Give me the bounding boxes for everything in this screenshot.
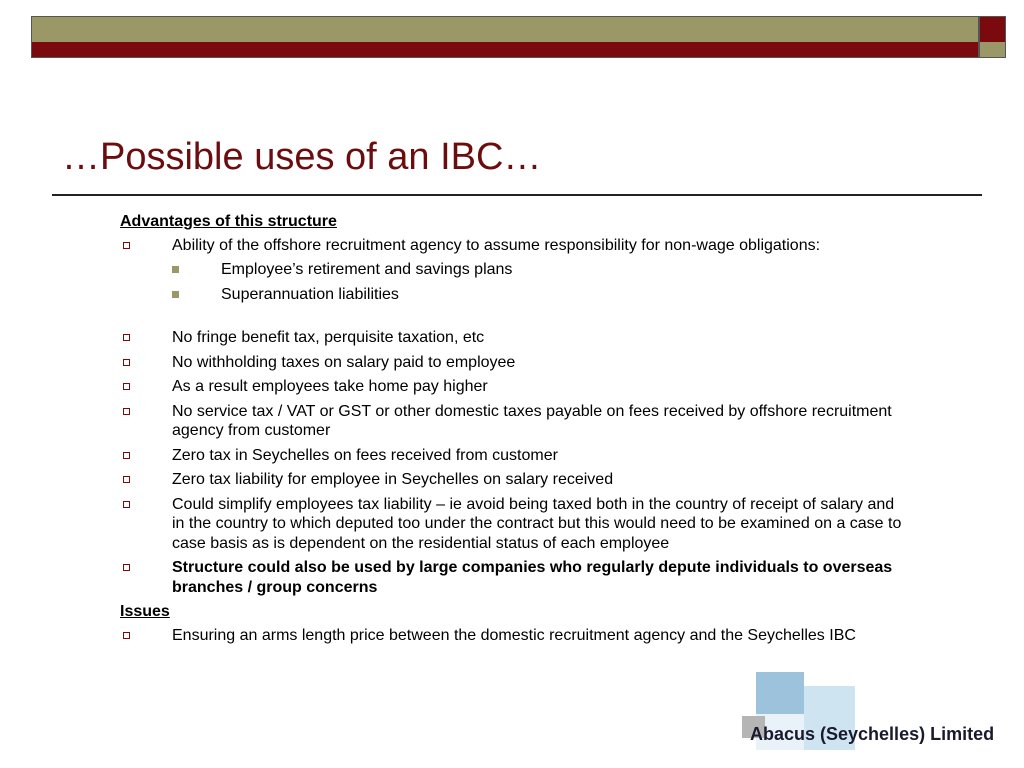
hollow-square-bullet-icon <box>123 452 130 459</box>
hollow-square-bullet-icon <box>123 334 130 341</box>
hollow-square-bullet-icon <box>123 564 130 571</box>
hollow-square-bullet-icon <box>123 242 130 249</box>
title-divider <box>52 194 982 196</box>
list-item <box>120 377 910 397</box>
company-logo-text: Abacus (Seychelles) Limited <box>750 724 995 744</box>
list-item-text: Zero tax in Seychelles on fees received from customer <box>172 446 558 464</box>
slide-title: …Possible uses of an IBC… <box>62 136 542 178</box>
list-item <box>120 446 910 466</box>
list-item <box>120 402 910 441</box>
corner-square-olive <box>979 42 1006 58</box>
logo-block-blue <box>756 672 804 714</box>
header-band-maroon <box>31 42 979 58</box>
list-item <box>120 495 910 554</box>
sub-list-item-text: Employee’s retirement and savings plans <box>221 261 513 278</box>
sub-list-item <box>120 260 910 280</box>
slide-body <box>120 212 910 650</box>
filled-square-bullet-icon <box>172 266 179 273</box>
list-item-text: Ensuring an arms length price between the domestic recruitment agency and the Seychelles IBC <box>172 626 856 644</box>
list-item-text: Ability of the offshore recruitment agency to assume responsibility for non-wage obligations: <box>172 236 821 254</box>
list-item-text: As a result employees take home pay higher <box>172 378 488 395</box>
list-item <box>120 236 910 256</box>
list-item <box>120 353 910 373</box>
issues-heading: Issues <box>120 603 170 620</box>
hollow-square-bullet-icon <box>123 359 130 366</box>
hollow-square-bullet-icon <box>123 383 130 390</box>
spacer <box>120 309 910 328</box>
hollow-square-bullet-icon <box>123 476 130 483</box>
list-item <box>120 558 910 597</box>
advantages-heading: Advantages of this structure <box>120 213 337 230</box>
list-item-text: No fringe benefit tax, perquisite taxation, etc <box>172 329 485 346</box>
hollow-square-bullet-icon <box>123 408 130 415</box>
list-item-text: Zero tax liability for employee in Seychelles on salary received <box>172 471 614 488</box>
hollow-square-bullet-icon <box>123 632 130 639</box>
filled-square-bullet-icon <box>172 291 179 298</box>
header-band-olive <box>31 16 979 44</box>
corner-square-maroon <box>979 16 1006 44</box>
list-item <box>120 470 910 490</box>
list-item-text: Structure could also be used by large companies who regularly depute individuals to overseas branches / group concerns <box>172 559 893 596</box>
list-item-text: No service tax / VAT or GST or other domestic taxes payable on fees received by offshore recruitment agency from customer <box>172 402 892 439</box>
list-item <box>120 328 910 348</box>
list-item-text: Could simplify employees tax liability – ie avoid being taxed both in the country of receipt of salary and in the country to which deputed too under the contract but this would need to be examined on a case to case basis as is dependent on the residential status of each employee <box>172 495 902 552</box>
hollow-square-bullet-icon <box>123 501 130 508</box>
sub-list-item <box>120 285 910 305</box>
sub-list-item-text: Superannuation liabilities <box>221 285 399 303</box>
list-item-text: No withholding taxes on salary paid to employee <box>172 353 516 371</box>
list-item <box>120 626 910 646</box>
